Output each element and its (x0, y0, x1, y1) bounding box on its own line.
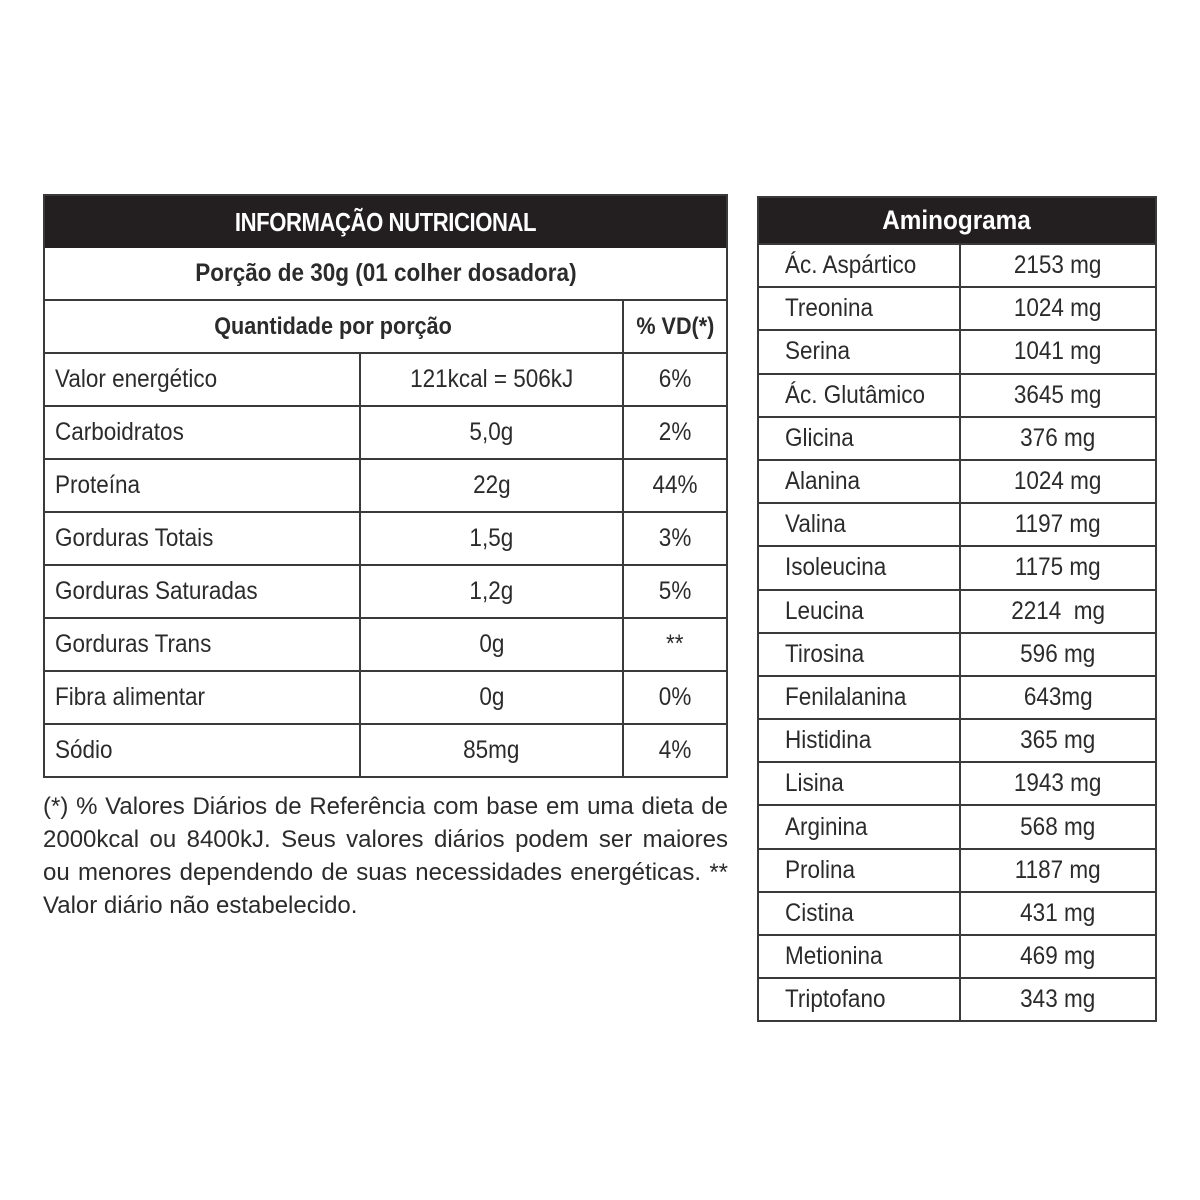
column-header-vd (624, 301, 726, 352)
nutrient-vd-cell (624, 619, 726, 670)
nutrient-name: Valor energético (55, 365, 218, 393)
nutrient-amount-cell (361, 725, 624, 776)
amino-acid-name-cell (759, 979, 961, 1020)
nutrient-name-cell (45, 513, 361, 564)
nutrition-row (45, 354, 726, 407)
nutrition-row (45, 566, 726, 619)
nutrient-vd-cell (624, 672, 726, 723)
nutrition-row (45, 460, 726, 513)
column-header-quantity (45, 301, 624, 352)
aminogram-row (759, 329, 1155, 372)
aminogram-row (759, 286, 1155, 329)
nutrient-vd: 6% (658, 365, 692, 393)
amino-acid-amount: 1024 mg (1014, 294, 1102, 323)
amino-acid-name: Ác. Glutâmico (785, 380, 926, 409)
nutrition-header-bar (45, 196, 726, 248)
nutrition-row (45, 513, 726, 566)
amino-acid-amount: 1943 mg (1014, 769, 1102, 798)
amino-acid-amount: 596 mg (1020, 639, 1096, 668)
nutrition-row (45, 725, 726, 776)
amino-acid-amount-cell (961, 375, 1155, 416)
amino-acid-name: Alanina (785, 467, 861, 496)
nutrient-name: Fibra alimentar (55, 683, 206, 711)
aminogram-row (759, 848, 1155, 891)
aminogram-row (759, 718, 1155, 761)
amino-acid-amount-cell (961, 504, 1155, 545)
amino-acid-amount: 1187 mg (1015, 855, 1101, 884)
amino-acid-amount: 376 mg (1020, 423, 1096, 452)
nutrient-name-cell (45, 566, 361, 617)
amino-acid-name: Glicina (785, 423, 854, 452)
amino-acid-name-cell (759, 720, 961, 761)
amino-acid-name: Isoleucina (785, 553, 887, 582)
nutrition-row (45, 619, 726, 672)
amino-acid-name: Valina (785, 510, 846, 539)
nutrient-amount-cell (361, 354, 624, 405)
aminogram-row (759, 761, 1155, 804)
amino-acid-name: Prolina (785, 855, 856, 884)
amino-acid-name: Triptofano (785, 985, 886, 1014)
nutrient-amount-cell (361, 513, 624, 564)
nutrient-amount-cell (361, 566, 624, 617)
amino-acid-name: Histidina (785, 726, 872, 755)
aminogram-row (759, 804, 1155, 847)
nutrient-vd: 44% (652, 471, 698, 499)
amino-acid-name-cell (759, 850, 961, 891)
nutrition-row (45, 672, 726, 725)
amino-acid-amount-cell (961, 763, 1155, 804)
amino-acid-amount: 2153 mg (1014, 251, 1102, 280)
amino-acid-amount: 343 mg (1020, 985, 1096, 1014)
nutrient-vd-cell (624, 725, 726, 776)
nutrient-amount-cell (361, 619, 624, 670)
amino-acid-name-cell (759, 245, 961, 286)
nutrient-name-cell (45, 672, 361, 723)
nutrition-rows (45, 354, 726, 776)
nutrient-vd-cell (624, 460, 726, 511)
aminogram-row (759, 589, 1155, 632)
nutrient-amount: 1,5g (469, 524, 514, 552)
nutrient-name: Carboidratos (55, 418, 184, 446)
amino-acid-name-cell (759, 763, 961, 804)
amino-acid-name: Serina (785, 337, 851, 366)
amino-acid-name-cell (759, 893, 961, 934)
amino-acid-amount: 1024 mg (1014, 467, 1102, 496)
nutrient-vd: 2% (658, 418, 692, 446)
portion-size (45, 248, 726, 301)
aminogram-rows (759, 243, 1155, 1020)
amino-acid-name: Tirosina (785, 639, 865, 668)
amino-acid-amount-cell (961, 806, 1155, 847)
nutrient-name-cell (45, 619, 361, 670)
nutrient-vd-cell (624, 513, 726, 564)
nutrient-name-cell (45, 725, 361, 776)
aminogram-row (759, 675, 1155, 718)
aminogram-row (759, 977, 1155, 1020)
amino-acid-amount-cell (961, 634, 1155, 675)
amino-acid-name-cell (759, 591, 961, 632)
amino-acid-name-cell (759, 504, 961, 545)
amino-acid-name-cell (759, 461, 961, 502)
column-header-quantity-text: Quantidade por porção (214, 312, 453, 340)
amino-acid-name-cell (759, 634, 961, 675)
amino-acid-name: Cistina (785, 898, 854, 927)
amino-acid-name-cell (759, 547, 961, 588)
nutrient-vd-cell (624, 354, 726, 405)
amino-acid-name-cell (759, 677, 961, 718)
amino-acid-amount-cell (961, 288, 1155, 329)
nutrition-table (43, 194, 728, 778)
nutrient-amount-cell (361, 672, 624, 723)
amino-acid-name-cell (759, 806, 961, 847)
amino-acid-amount: 1197 mg (1015, 510, 1101, 539)
portion-size-text: Porção de 30g (01 colher dosadora) (194, 259, 577, 287)
amino-acid-amount-cell (961, 936, 1155, 977)
nutrient-name-cell (45, 354, 361, 405)
nutrient-amount: 0g (478, 630, 505, 658)
amino-acid-amount-cell (961, 547, 1155, 588)
nutrition-column-headers (45, 301, 726, 354)
aminogram-row (759, 934, 1155, 977)
nutrient-name-cell (45, 407, 361, 458)
amino-acid-amount: 1041 mg (1014, 337, 1102, 366)
nutrient-name: Gorduras Trans (55, 630, 212, 658)
nutrient-name: Gorduras Saturadas (55, 577, 258, 605)
aminogram-row (759, 891, 1155, 934)
amino-acid-amount-cell (961, 331, 1155, 372)
amino-acid-amount-cell (961, 591, 1155, 632)
nutrient-name: Gorduras Totais (55, 524, 214, 552)
aminogram-row (759, 459, 1155, 502)
nutrient-amount-cell (361, 407, 624, 458)
amino-acid-amount: 2214 mg (1011, 596, 1105, 625)
amino-acid-amount: 3645 mg (1014, 380, 1102, 409)
nutrient-amount-cell (361, 460, 624, 511)
aminogram-title (759, 198, 1155, 243)
aminogram-row (759, 416, 1155, 459)
nutrient-vd: 3% (658, 524, 692, 552)
amino-acid-name: Metionina (785, 942, 883, 971)
amino-acid-name-cell (759, 375, 961, 416)
amino-acid-name: Leucina (785, 596, 864, 625)
aminogram-row (759, 243, 1155, 286)
nutrient-name-cell (45, 460, 361, 511)
nutrient-name: Sódio (55, 736, 113, 764)
aminogram-row (759, 545, 1155, 588)
nutrient-vd: 0% (658, 683, 692, 711)
nutrient-vd-cell (624, 407, 726, 458)
nutrition-title: INFORMAÇÃO NUTRICIONAL (96, 196, 675, 248)
amino-acid-amount-cell (961, 893, 1155, 934)
nutrient-vd: ** (666, 630, 684, 658)
amino-acid-name: Treonina (785, 294, 873, 323)
nutrient-amount: 85mg (463, 736, 520, 764)
amino-acid-amount-cell (961, 418, 1155, 459)
nutrient-amount: 1,2g (469, 577, 514, 605)
nutrient-amount: 0g (478, 683, 505, 711)
amino-acid-amount-cell (961, 979, 1155, 1020)
amino-acid-name-cell (759, 288, 961, 329)
nutrient-name: Proteína (55, 471, 141, 499)
aminogram-row (759, 502, 1155, 545)
column-header-vd-text: % VD(*) (635, 312, 714, 340)
nutrient-amount: 5,0g (469, 418, 514, 446)
nutrient-amount: 22g (472, 471, 511, 499)
amino-acid-amount: 643mg (1023, 682, 1093, 711)
aminogram-row (759, 632, 1155, 675)
aminogram-row (759, 373, 1155, 416)
amino-acid-name: Arginina (785, 812, 868, 841)
aminogram-table (757, 196, 1157, 1022)
nutrient-vd-cell (624, 566, 726, 617)
amino-acid-amount-cell (961, 850, 1155, 891)
amino-acid-amount: 1175 mg (1015, 553, 1101, 582)
amino-acid-amount: 469 mg (1020, 942, 1096, 971)
nutrition-footnote: (*) % Valores Diários de Referência com base em uma dieta de 2000kcal ou 8400kJ. Seus valores diários podem ser maiores ou menores dependendo de suas necessidades energéticas. ** Valor diário não estabelecido. (43, 793, 728, 919)
amino-acid-amount-cell (961, 245, 1155, 286)
amino-acid-name-cell (759, 418, 961, 459)
amino-acid-amount-cell (961, 461, 1155, 502)
amino-acid-name: Lisina (785, 769, 844, 798)
amino-acid-amount-cell (961, 677, 1155, 718)
nutrition-row (45, 407, 726, 460)
amino-acid-amount: 365 mg (1020, 726, 1096, 755)
nutrient-vd: 5% (658, 577, 692, 605)
amino-acid-name-cell (759, 936, 961, 977)
nutrient-amount: 121kcal = 506kJ (409, 365, 574, 393)
amino-acid-amount: 568 mg (1020, 812, 1096, 841)
amino-acid-amount-cell (961, 720, 1155, 761)
amino-acid-name-cell (759, 331, 961, 372)
amino-acid-name: Fenilalanina (785, 682, 907, 711)
aminogram-title-text: Aminograma (882, 205, 1032, 235)
amino-acid-amount: 431 mg (1020, 898, 1096, 927)
amino-acid-name: Ác. Aspártico (785, 251, 917, 280)
nutrient-vd: 4% (658, 736, 692, 764)
